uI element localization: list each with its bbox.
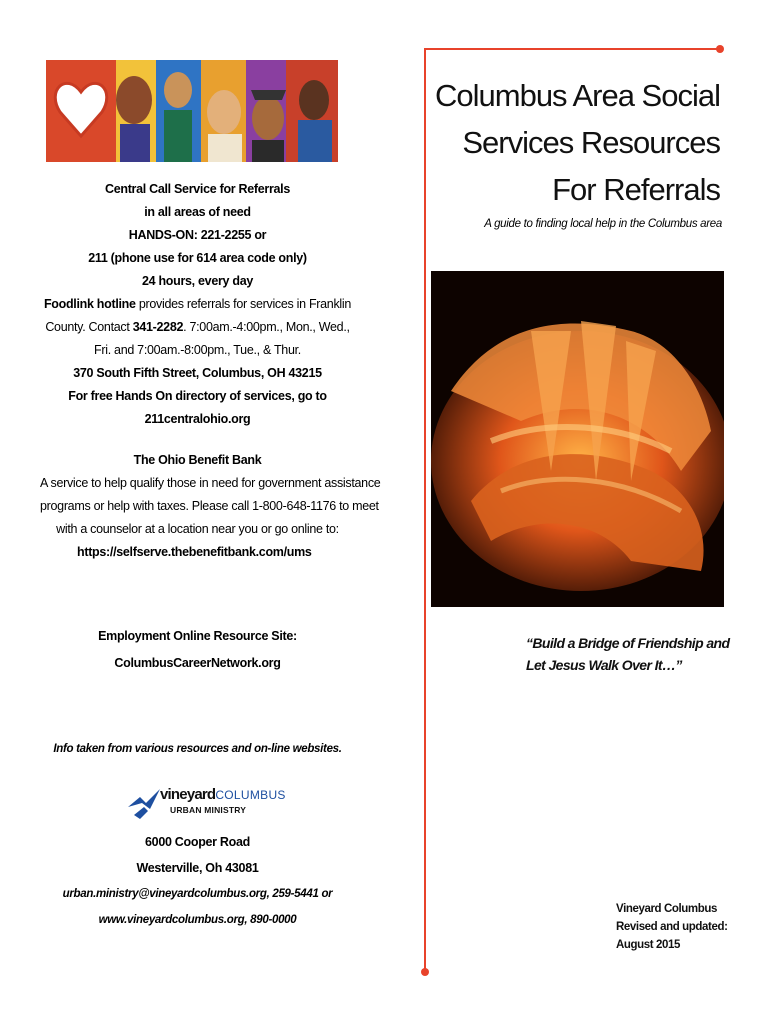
- subtitle: A guide to finding local help in the Columbus area: [484, 218, 722, 230]
- title-line: Columbus Area Social: [435, 78, 720, 113]
- benefit-bank-line: A service to help qualify those in need for government assistance: [40, 476, 381, 490]
- benefit-bank-url[interactable]: https://selfserve.thebenefitbank.com/ums: [77, 545, 312, 559]
- foodlink-line-3: Fri. and 7:00am.-8:00pm., Tue., & Thur.: [94, 343, 301, 357]
- call-service-line: in all areas of need: [144, 205, 251, 219]
- frame-dot-bottom: [421, 968, 429, 976]
- hands-photo: [431, 271, 724, 607]
- title-line: For Referrals: [552, 172, 720, 207]
- logo-sub: URBAN MINISTRY: [170, 805, 247, 815]
- dove-icon: [126, 785, 162, 821]
- revision-footer: [616, 900, 736, 954]
- address-line: 370 South Fifth Street, Columbus, OH 43215: [73, 366, 322, 380]
- call-service-line: Central Call Service for Referrals: [104, 182, 291, 196]
- call-service-line: 24 hours, every day: [141, 274, 254, 288]
- call-service-block: [40, 178, 355, 293]
- foodlink-hours: . 7:00am.-4:00pm., Mon., Wed.,: [183, 320, 350, 334]
- info-note: Info taken from various resources and on-line websites.: [53, 743, 342, 755]
- contact-block: [40, 829, 355, 933]
- footer-line: August 2015: [616, 939, 680, 951]
- employment-site-link[interactable]: ColumbusCareerNetwork.org: [114, 656, 281, 670]
- quote-line: Let Jesus Walk Over It…”: [526, 657, 682, 673]
- quote: [526, 632, 736, 676]
- logo-word-vineyard: vineyard: [160, 786, 216, 803]
- foodlink-text: provides referrals for services in Franklin: [135, 297, 352, 311]
- employment-block: [40, 623, 355, 677]
- directory-line: For free Hands On directory of services, go to: [68, 389, 327, 403]
- quote-line: “Build a Bridge of Friendship and: [526, 635, 730, 651]
- benefit-bank-block: [40, 449, 381, 564]
- footer-line: Vineyard Columbus: [616, 903, 717, 915]
- benefit-bank-line: with a counselor at a location near you or go online to:: [56, 522, 339, 536]
- contact-street: 6000 Cooper Road: [145, 835, 250, 849]
- foodlink-contact-label: County. Contact: [45, 320, 133, 334]
- vineyard-logo: [126, 783, 286, 823]
- contact-email-link[interactable]: urban.ministry@vineyardcolumbus.org, 259-5441 or: [62, 888, 333, 900]
- call-service-line: 211 (phone use for 614 area code only): [88, 251, 307, 265]
- contact-city: Westerville, Oh 43081: [136, 861, 259, 875]
- frame-top-line: [424, 48, 720, 50]
- directory-link[interactable]: 211centralohio.org: [144, 412, 251, 426]
- contact-web-link[interactable]: www.vineyardcolumbus.org, 890-0000: [98, 914, 297, 926]
- mosaic-artwork: [46, 60, 338, 162]
- foodlink-lead: Foodlink hotline: [43, 297, 136, 311]
- foodlink-phone: 341-2282: [132, 320, 184, 334]
- foodlink-block: [40, 293, 355, 362]
- footer-line: Revised and updated:: [616, 921, 728, 933]
- logo-word-columbus: COLUMBUS: [215, 788, 286, 802]
- address-block: [40, 362, 355, 431]
- frame-dot-top-right: [716, 45, 724, 53]
- employment-title: Employment Online Resource Site:: [98, 629, 297, 643]
- foodlink-line-2: [40, 316, 355, 339]
- benefit-bank-line: programs or help with taxes. Please call 1-800-648-1176 to meet: [40, 499, 379, 513]
- benefit-bank-title: The Ohio Benefit Bank: [133, 453, 262, 467]
- foodlink-line-1: [40, 293, 355, 316]
- call-service-line: HANDS-ON: 221-2255 or: [128, 228, 267, 242]
- title-line: Services Resources: [462, 125, 720, 160]
- page-title: [400, 72, 720, 213]
